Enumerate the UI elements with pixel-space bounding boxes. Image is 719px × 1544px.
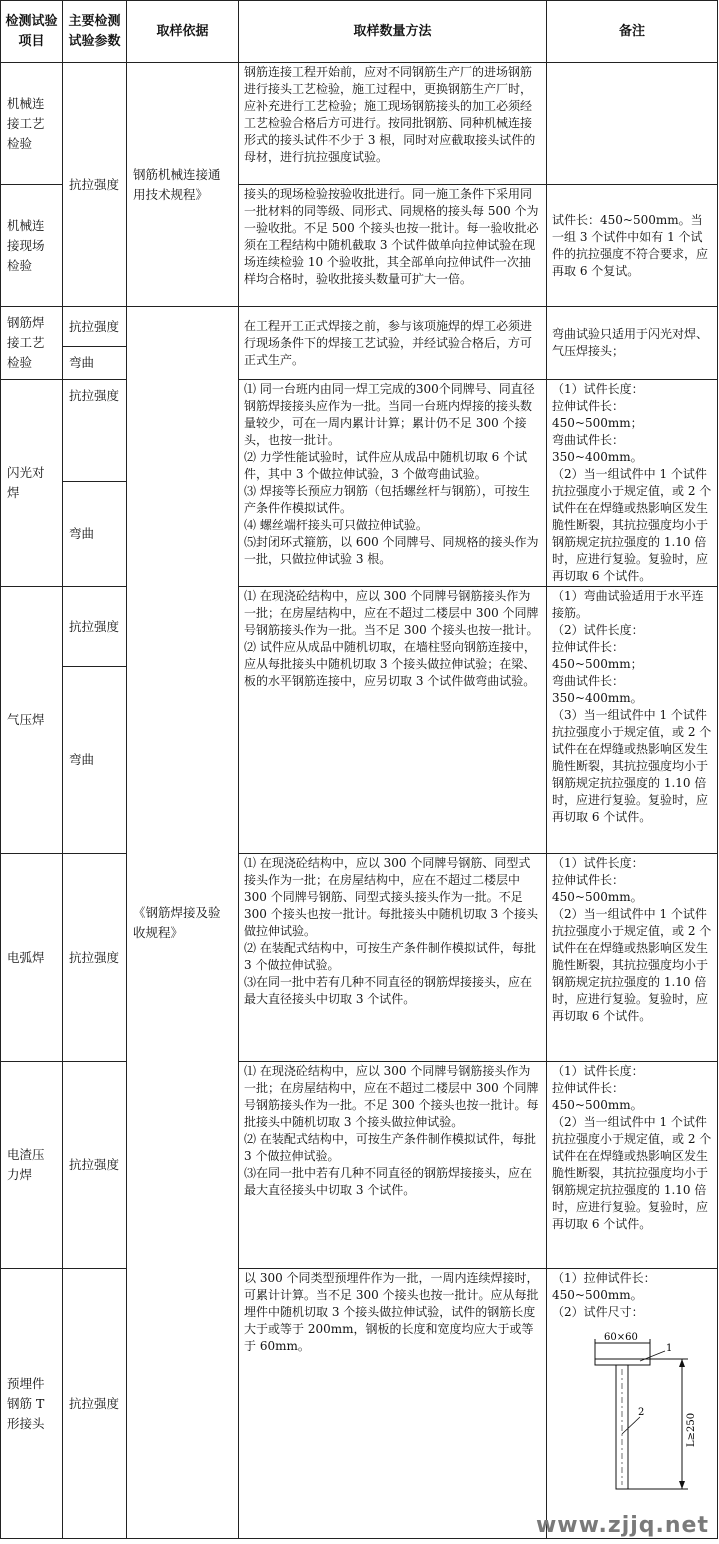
param-weld-tensile: 抗拉强度 [63,307,127,347]
item-slag: 电渣压力焊 [1,1062,63,1269]
item-embed: 预埋件钢筋 T 形接头 [1,1269,63,1539]
header-basis: 取样依据 [127,1,239,63]
item-mech-field: 机械连接现场检验 [1,185,63,307]
header-param: 主要检测试验参数 [63,1,127,63]
note-mech-field: 试件长：450~500mm。当一组 3 个试件中如有 1 个试件的抗拉强度不符合要求，应再取 6 个复试。 [547,185,718,307]
method-weld-process: 在工程开工正式焊接之前，参与该项施焊的焊工必须进行现场条件下的焊接工艺试验，并经试验合格后，方可正式生产。 [239,307,547,380]
header-item: 检测试验项目 [1,1,63,63]
item-weld-process: 钢筋焊接工艺检验 [1,307,63,380]
table-row [1,1269,718,1539]
header-note: 备注 [547,1,718,63]
param-gas-tensile: 抗拉强度 [63,587,127,667]
note-arc: （1）试件长度： 拉伸试件长：450~500mm。 （2）当一组试件中 1 个试件抗拉强度小于规定值，或 2 个试件在在焊缝或热影响区发生脆性断裂，其抗拉强度均小于钢筋规定抗拉强度的 1.10 倍时，应进行复验。复验时，应再切取 6 个试件。 [547,854,718,1062]
length-label: L≥250 [686,1412,697,1447]
note-slag: （1）试件长度： 拉伸试件长：450~500mm。 （2）当一组试件中 1 个试件抗拉强度小于规定值，或 2 个试件在在焊缝或热影响区发生脆性断裂，其抗拉强度均小于钢筋规定抗拉强度的 1.10 倍时，应进行复验。复验时，应再切取 6 个试件。 [547,1062,718,1269]
param-flash-bend: 弯曲 [63,481,127,586]
table-row [1,380,718,482]
basis-mechanical: 钢筋机械连接通用技术规程》 [127,63,239,307]
header-method: 取样数量方法 [239,1,547,63]
item-gas: 气压焊 [1,587,63,854]
param-arc: 抗拉强度 [63,854,127,1062]
note-mech-process [547,63,718,185]
param-slag: 抗拉强度 [63,1062,127,1269]
table-row [1,854,718,1062]
item-flash: 闪光对焊 [1,380,63,587]
note-embed: （1）拉伸试件长： 450~500mm。 （2）试件尺寸： 60×60 1 2 L≥250 [547,1269,718,1539]
method-slag: ⑴ 在现浇砼结构中，应以 300 个同牌号钢筋接头作为一批；在房屋结构中，应在不超过二楼层中 300 个同牌号钢筋接头作为一批。不足 300 个接头也按一批计。每批接头中随机切取 3 个接头做拉伸试验。 ⑵ 在装配式结构中，可按生产条件制作模拟试件，每批 3 个做拉伸试验。 ⑶在同一批中若有几种不同直径的钢筋焊接接头，应在最大直径接头中切取 3 个试件。 [239,1062,547,1269]
param-embed: 抗拉强度 [63,1269,127,1539]
note-gas: （1）弯曲试验适用于水平连接筋。 （2）试件长度： 拉伸试件长：450~500mm； 弯曲试件长：350~400mm。 （3）当一组试件中 1 个试件抗拉强度小于规定值，或 2 个试件在在焊缝或热影响区发生脆性断裂，其抗拉强度均小于钢筋规定抗拉强度的 1.10 倍时，应进行复验。复验时，应再切取 6 个试件。 [547,587,718,854]
watermark: www.zjjq.net [535,1513,709,1538]
item-mech-process: 机械连接工艺检验 [1,63,63,185]
method-mech-field: 接头的现场检验按验收批进行。同一施工条件下采用同一批材料的同等级、同形式、同规格的接头每 500 个为一验收批。不足 500 个接头也按一批计。每一验收批必须在工程结构中随机截取 3 个试件做单向拉伸试验在现场连续检验 10 个验收批，其全部单向拉伸试件一次抽样均合格时，验收批接头数量可扩大一倍。 [239,185,547,307]
method-gas: ⑴ 在现浇砼结构中，应以 300 个同牌号钢筋接头作为一批；在房屋结构中，应在不超过二楼层中 300 个同牌号钢筋接头作为一批。当不足 300 个接头也按一批计。 ⑵ 试件应从成品中随机切取，在墙柱竖向钢筋连接中，应从每批接头中随机切取 3 个接头做拉伸试验；在梁、板的水平钢筋连接中，应另切取 3 个试件做弯曲试验。 [239,587,547,854]
note-weld-process: 弯曲试验只适用于闪光对焊、气压焊接头； [547,307,718,380]
table-row [1,587,718,667]
basis-welding: 《钢筋焊接及验收规程》 [127,307,239,1539]
method-embed: 以 300 个同类型预埋件作为一批，一周内连续焊接时，可累计计算。当不足 300 个接头也按一批计。应从每批埋件中随机切取 3 个接头做拉伸试验，试件的钢筋长度大于或等于 200mm，钢板的长度和宽度均应大于或等于 60mm。 [239,1269,547,1539]
param-mech: 抗拉强度 [63,63,127,307]
item-arc: 电弧焊 [1,854,63,1062]
table-row [1,63,718,185]
method-mech-process: 钢筋连接工程开始前，应对不同钢筋生产厂的进场钢筋进行接头工艺检验，施工过程中，更换钢筋生产厂时，应补充进行工艺检验；施工现场钢筋接头的加工必须经工艺检验合格后方可进行。按同批钢筋、同种机械连接形式的接头试件不少于 3 根，同时对应截取接头试件的母材，进行抗拉强度试验。 [239,63,547,185]
label-1: 1 [666,1343,673,1354]
label-2: 2 [638,1407,645,1418]
table-row [1,1062,718,1269]
t-joint-specimen-diagram [570,1329,710,1504]
param-gas-bend: 弯曲 [63,667,127,854]
note-flash: （1）试件长度： 拉伸试件长：450~500mm； 弯曲试件长：350~400mm。 （2）当一组试件中 1 个试件抗拉强度小于规定值，或 2 个试件在在焊缝或热影响区发生脆性断裂，其抗拉强度均小于钢筋规定抗拉强度的 1.10 倍时，应进行复验。复验时，应再切取 6 个试件。 [547,380,718,587]
param-weld-bend: 弯曲 [63,347,127,380]
plate-size-label: 60×60 [604,1332,638,1343]
param-flash-tensile: 抗拉强度 [63,380,127,482]
method-flash: ⑴ 同一台班内由同一焊工完成的300个同牌号、同直径钢筋焊接接头应作为一批。当同一台班内焊接的接头数量较少，可在一周内累计计算；累计仍不足 300 个接头，也按一批计。 ⑵ 力学性能试验时，试件应从成品中随机切取 6 个试件，其中 3 个做拉伸试验，3 个做弯曲试验。 ⑶ 焊接等长预应力钢筋（包括螺丝杆与钢筋），可按生产条件作模拟试件。 ⑷ 螺丝端杆接头可只做拉伸试验。 ⑸封闭环式箍筋，以 600 个同牌号、同规格的接头作为一批，只做拉伸试验 3 根。 [239,380,547,587]
header-row [1,1,718,63]
table-row [1,307,718,347]
method-arc: ⑴ 在现浇砼结构中，应以 300 个同牌号钢筋、同型式接头作为一批；在房屋结构中，应在不超过二楼层中 300 个同牌号钢筋、同型式接头接头作为一批。不足 300 个接头也按一批计。每批接头中随机切取 3 个接头做拉伸试验。 ⑵ 在装配式结构中，可按生产条件制作模拟试件，每批 3 个做拉伸试验。 ⑶在同一批中若有几种不同直径的钢筋焊接接头，应在最大直径接头中切取 3 个试件。 [239,854,547,1062]
